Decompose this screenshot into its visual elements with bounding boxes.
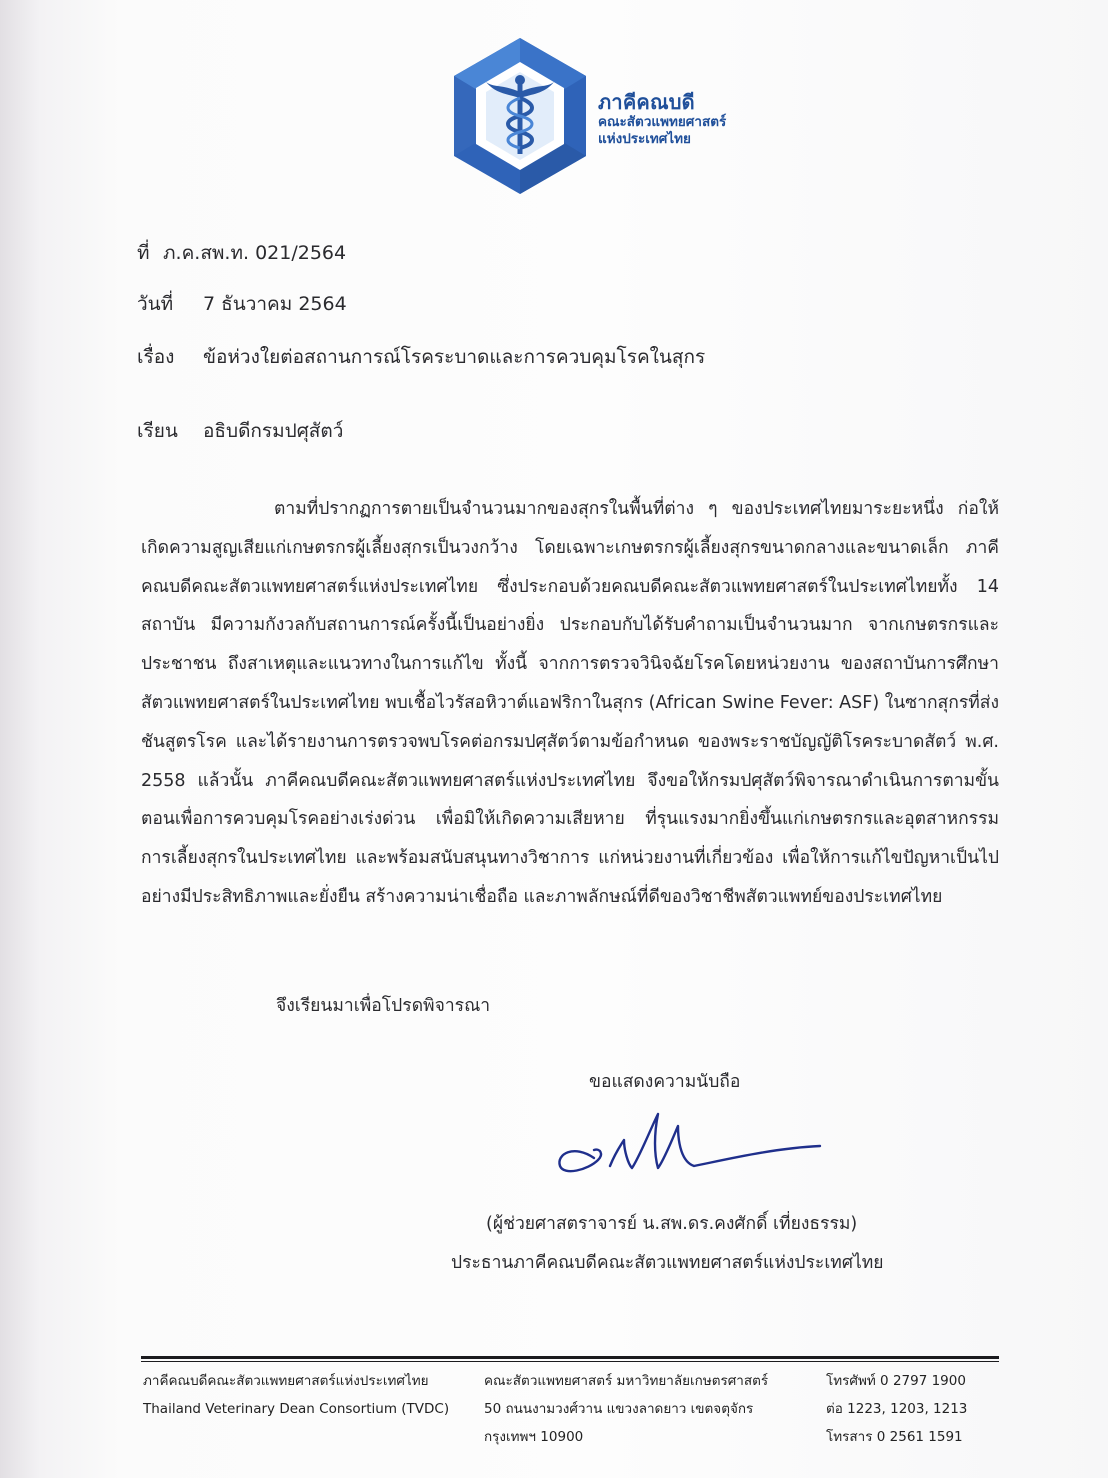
- subject-line: [137, 345, 706, 369]
- reference-label: ที่: [137, 242, 150, 264]
- footer-divider-thin: [141, 1361, 999, 1362]
- logo-wordmark: [598, 90, 726, 148]
- footer-address-line3: กรุงเทพฯ 10900: [484, 1429, 584, 1445]
- recipient-label: เรียน: [137, 420, 178, 442]
- reference-number: ภ.ค.สพ.ท. 021/2564: [163, 242, 347, 264]
- footer-fax: โทรสาร 0 2561 1591: [826, 1429, 963, 1445]
- subject-label: เรื่อง: [137, 346, 175, 368]
- footer-phone: โทรศัพท์ 0 2797 1900: [826, 1373, 966, 1389]
- date-line: [137, 292, 347, 316]
- handwritten-signature: [554, 1110, 824, 1180]
- recipient-line: [137, 419, 344, 443]
- logo-subtitle-line1: คณะสัตวแพทยศาสตร์: [598, 114, 727, 130]
- footer-contact: [826, 1367, 967, 1451]
- logo-subtitle-line2: แห่งประเทศไทย: [598, 131, 691, 147]
- footer-organization: [143, 1367, 449, 1423]
- date-value: 7 ธันวาคม 2564: [203, 293, 347, 315]
- letter-body: ตามที่ปรากฏการตายเป็นจำนวนมากของสุกรในพื้นที่ต่าง ๆ ของประเทศไทยมาระยะหนึ่ง ก่อให้เกิดความสูญเสียแก่เกษตรกรผู้เลี้ยงสุกรเป็นวงกว้าง โดยเฉพาะเกษตรกรผู้เลี้ยงสุกรขนาดกลางและขนาดเล็ก ภาคีคณบดีคณะสัตวแพทยศาสตร์แห่งประเทศไทย ซึ่งประกอบด้วยคณบดีคณะสัตวแพทยศาสตร์ในประเทศไทยทั้ง 14 สถาบัน มีความกังวลกับสถานการณ์ครั้งนี้เป็นอย่างยิ่ง ประกอบกับได้รับคำถามเป็นจำนวนมาก จากเกษตรกรและประชาชน ถึงสาเหตุและแนวทางในการแก้ไข ทั้งนี้ จากการตรวจวินิจฉัยโรคโดยหน่วยงาน ของสถาบันการศึกษาสัตวแพทยศาสตร์ในประเทศไทย พบเชื้อไวรัสอหิวาต์แอฟริกาในสุกร (African Swine Fever: ASF) ในซากสุกรที่ส่งชันสูตรโรค และได้รายงานการตรวจพบโรคต่อกรมปศุสัตว์ตามข้อกำหนด ของพระราชบัญญัติโรคระบาดสัตว์ พ.ศ. 2558 แล้วนั้น ภาคีคณบดีคณะสัตวแพทยศาสตร์แห่งประเทศไทย จึงขอให้กรมปศุสัตว์พิจารณาดำเนินการตามขั้นตอนเพื่อการควบคุมโรคอย่างเร่งด่วน เพื่อมิให้เกิดความเสียหาย ที่รุนแรงมากยิ่งขึ้นแก่เกษตรกรและอุตสาหกรรมการเลี้ยงสุกรในประเทศไทย และพร้อมสนับสนุนทางวิชาการ แก่หน่วยงานที่เกี่ยวข้อง เพื่อให้การแก้ไขปัญหาเป็นไปอย่างมีประสิทธิภาพและยั่งยืน สร้างความน่าเชื่อถือ และภาพลักษณ์ที่ดีของวิชาชีพสัตวแพทย์ของประเทศไทย: [141, 499, 999, 907]
- footer-divider-thick: [141, 1356, 999, 1359]
- regards-line: ขอแสดงความนับถือ: [589, 1072, 741, 1092]
- logo-title: ภาคีคณบดี: [598, 90, 695, 114]
- closing-line: จึงเรียนมาเพื่อโปรดพิจารณา: [276, 996, 491, 1016]
- footer-address: [484, 1367, 768, 1451]
- caduceus-logo-icon: [450, 36, 590, 196]
- date-label: วันที่: [137, 293, 174, 315]
- footer-org-thai: ภาคีคณบดีคณะสัตวแพทยศาสตร์แห่งประเทศไทย: [143, 1373, 429, 1389]
- footer-org-english: Thailand Veterinary Dean Consortium (TVDC): [143, 1401, 450, 1417]
- subject-value: ข้อห่วงใยต่อสถานการณ์โรคระบาดและการควบคุมโรคในสุกร: [203, 346, 706, 368]
- signer-name: (ผู้ช่วยศาสตราจารย์ น.สพ.ดร.คงศักดิ์ เที่ยงธรรม): [486, 1214, 858, 1234]
- footer-extensions: ต่อ 1223, 1203, 1213: [826, 1401, 968, 1417]
- signer-position: ประธานภาคีคณบดีคณะสัตวแพทยศาสตร์แห่งประเทศไทย: [451, 1253, 884, 1273]
- recipient-value: อธิบดีกรมปศุสัตว์: [203, 420, 344, 442]
- footer-address-line2: 50 ถนนงามวงศ์วาน แขวงลาดยาว เขตจตุจักร: [484, 1401, 754, 1417]
- reference-line: [137, 241, 347, 265]
- footer-address-line1: คณะสัตวแพทยศาสตร์ มหาวิทยาลัยเกษตรศาสตร์: [484, 1373, 769, 1389]
